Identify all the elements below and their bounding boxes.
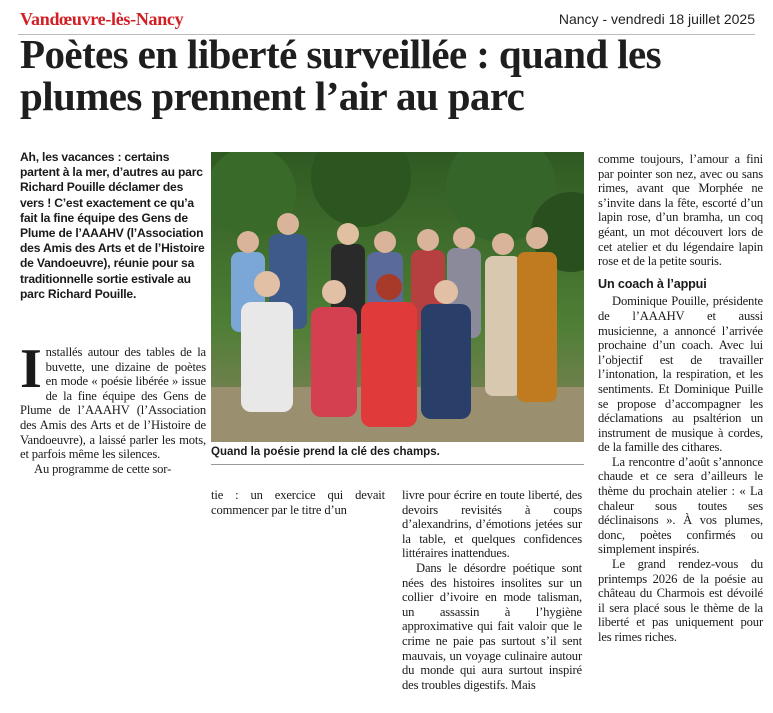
column-4 bbox=[598, 152, 763, 645]
photo-caption: Quand la poésie prend la clé des champs. bbox=[211, 446, 440, 458]
section-label: Vandœuvre-lès-Nancy bbox=[20, 9, 184, 29]
column-3 bbox=[402, 488, 582, 692]
col4-paragraph-4: Le grand rendez-vous du printemps 2026 de la poésie au château du Charmois est dévoilé il sera placé sous le thème de la liberté et pas uniquement pour les rimes riches. bbox=[598, 557, 763, 644]
drop-cap: I bbox=[20, 338, 42, 400]
group-photo bbox=[211, 152, 584, 442]
group-photo-illustration bbox=[211, 152, 584, 442]
col2-paragraph-1: tie : un exercice qui devait commencer par le titre d’un bbox=[211, 488, 385, 517]
col3-paragraph-2: Dans le désordre poétique sont nées des histoires insolites sur un collier d’ivoire en mode talisman, un assassin à l’hygiène approximative qui fait valoir que le crime ne paie pas surtout s’il sent mauvais, un voyage culinaire autour du monde qui aura surtout inspiré des troubles digestifs. Mais bbox=[402, 560, 582, 692]
column-2 bbox=[211, 488, 385, 517]
col4-paragraph-3: La rencontre d’août s’annonce chaude et ce sera d’ailleurs le thème du prochain atelier : « La chaleur sous toutes ses déclinaisons ». À vos plumes, donc, poètes confirmés ou simplement inspirés. bbox=[598, 454, 763, 557]
col4-paragraph-1: comme toujours, l’amour a fini par pointer son nez, avec ou sans rimes, avant que Morphée ne s’invite dans la fête, escorté d’un lapin rose, d’un bramha, un coq géant, un mot découvert lors de cet atelier et du légendaire lapin rose et de la petite souris. bbox=[598, 152, 763, 269]
caption-rule bbox=[211, 464, 584, 465]
column-1 bbox=[20, 338, 206, 476]
dateline: Nancy - vendredi 18 juillet 2025 bbox=[558, 11, 755, 27]
lead-paragraph: Ah, les vacances : certains partent à la mer, d’autres au parc Richard Pouille déclamer des vers ! C’est exactement ce qu’a fait la fine équipe des Gens de Plume de l’AAAHV (l’Association des Amis des Arts et de l’Histoire de Vandoeuvre), réunie pour sa traditionnelle sortie estivale au parc Richard Pouille. bbox=[20, 150, 205, 301]
col3-paragraph-1: livre pour écrire en toute liberté, des devoirs revisités à coups d’alexandrins, d’émotions jetées sur la table, et quelques confidences littéraires inattendues. bbox=[402, 488, 582, 561]
headline: Poètes en liberté surveillée : quand les plumes prennent l’air au parc bbox=[20, 31, 662, 119]
subheading: Un coach à l’appui bbox=[598, 276, 707, 291]
col1-paragraph-2: Au programme de cette sor- bbox=[34, 461, 172, 476]
col4-paragraph-2: Dominique Pouille, présidente de l’AAAHV et aussi musicienne, a annoncé l’arrivée prochaine d’un coach. Avec lui l’objectif est de travailler l’intonation, la respiration, et les sentiments. Et Dominique Puille se propose d’accompagner les déclamations au psaltérion un instrument de musique à cordes, de la famille des cithares. bbox=[598, 294, 763, 455]
col1-paragraph-1: nstallés autour des tables de la buvette, une dizaine de poètes en mode « poésie libérée » issue de la fine équipe des Gens de Plume de l’AAAHV (l’Association des Amis des Arts et de l’Histoire de Vandoeuvre), a laissé parler les mots, et parfois même les silences. bbox=[20, 345, 206, 462]
